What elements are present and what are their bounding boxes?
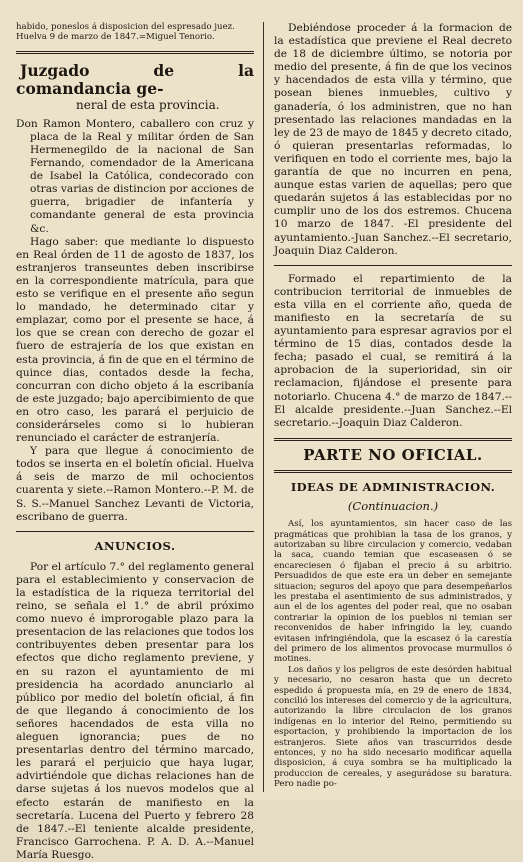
anuncio-para: Por el artículo 7.° del reglamento general para el establecimiento y conservacion de la estadística de la riqueza territorial del reino, se señala el 1.° de abril próximo como nuevo é improrogable plazo para la presentacion de las relaciones que todos los contribuyentes deben presentar para los efectos que dicho reglamento previene, y en su razon el ayuntamiento de mi presidencia ha acordado anunciarlo al público por medio del boletín oficial, á fin de que llegando á conocimiento de los señores hacendados de esta villa no aleguen ignorancia; pues de no presentarlas dentro del término marcado, les parará el perjuicio que haya lugar, advirtiéndole que dichas relaciones han de darse sujetas á los nuevos modelos que al efecto estarán de manifiesto en la secretaría. Lucena del Puerto y febrero 28 de 1847.--El teniente alcalde presidente, Francisco Garrochena. P. A. D. A.--Manuel María Ruesgo. bbox=[16, 560, 254, 861]
ideas-para-2: Los daños y los peligros de este desórden habitual y necesario, no cesaron hasta que un decreto espedido á propuesta mía, en 29 de enero de 1834, concilió los intereses del comercio y de la agricultura, autorizando la libre circulacion de los granos indígenas en lo interior del Reino, permitiendo su esportacion, y prohibiendo la importacion de los estranjeros. Siete años van trascurridos desde entonces, y no ha sido necesario modificar aquella disposicion, á cuya sombra se ha multiplicado la produccion de cereales, y asegurádose su baratura. Pero nadie po- bbox=[274, 664, 512, 790]
divider bbox=[274, 265, 512, 266]
ideas-para-1: Así, los ayuntamientos, sin hacer caso de las pragmáticas que prohibian la tasa de los granos, y autorizaban su libre circulacion y comercio, vedaban la saca, cuando temian que escaseasen ó se encareciesen ó fijaban el precio á su arbitrio. Persuadidos de que este era un deber en semejante situacion; seguros del apoyo que para desempeñarlos les prestaba el asentimiento de sus administrados, y aun el de los agentes del poder real, que no osaban contrariar la opinion de los pueblos ni temian ser reconvenidos de haber infringido la ley, cuando evitasen infringiéndola, que la escasez ó la carestía del primero de los alimentos provocase murmullos ó motines. bbox=[274, 519, 512, 665]
juzgado-heading: Juzgado de la comandancia ge- bbox=[16, 60, 254, 98]
right-column bbox=[274, 22, 512, 790]
intro-line-1: habido, poneslos á disposicion del espresado juez. bbox=[16, 22, 235, 32]
juzgado-subheading: neral de esta provincia. bbox=[76, 97, 220, 112]
divider bbox=[16, 51, 254, 54]
divider bbox=[274, 438, 512, 441]
chucena-para-2: Formado el repartimiento de la contribucion territorial de inmuebles de esta villa en el corriente año, queda de manifiesto en la secretaría de su ayuntamiento para espresar agravios por el término de 15 dias, contados desde la fecha; pasado el cual, se remitirá á la aprobacion de la superioridad, sin oir reclamacion, fijándose el presente para notoriarlo. Chucena 4.° de marzo de 1847.--El alcalde presidente.--Juan Sanchez.--El secretario.--Joaquin Diaz Calderon. bbox=[274, 272, 512, 429]
column-divider bbox=[263, 22, 264, 792]
divider bbox=[16, 531, 254, 532]
divider bbox=[274, 470, 512, 473]
chucena-para-1: Debiéndose proceder á la formacion de la estadística que previene el Real decreto de 18 de diciembre último, se notoria por medio del presente, á fin de que los vecinos y hacendados de esta villa y término, que posean bienes inmuebles, cultivo y ganadería, ó los administren, que no han presentado las relaciones mandadas en la ley de 23 de mayo de 1845 y decreto citado, ó quieran presentarlas reformadas, lo verifiquen en todo el corriente mes, bajo la garantía de que no incurren en pena, aunque estas varien de aquellas; pero que quedarán sujetos á las establecidas por no cumplir uno de los dos estremos. Chucena 10 marzo de 1847. -El presidente del ayuntamiento.-Juan Sanchez.--El secretario, Joaquin Diaz Calderon. bbox=[274, 22, 512, 257]
parte-no-oficial-heading: PARTE NO OFICIAL. bbox=[303, 445, 483, 464]
juzgado-para-2: Hago saber: que mediante lo dispuesto en Real órden de 11 de agosto de 1837, los estranjeros transeuntes deben inscribirse en la correspondiente matrícula, para que esto se verifique en el presente año segun lo mandado, he determinado citar y emplazar, como por el presente se hace, á los que se crean con derecho de gozar el fuero de estrajería de los que existan en esta provincia, á fin de que en el término de quince dias, contados desde la fecha, concurran con dicho objeto á la escribanía de este juzgado; bajo apercibimiento de que en otro caso, les parará el perjuicio de considerárseles como si lo hubieran renunciado el carácter de estranjería. bbox=[16, 235, 254, 445]
continuacion-label: (Continuacion.) bbox=[347, 499, 439, 513]
juzgado-para-3: Y para que llegue á conocimiento de todos se inserta en el boletín oficial. Huelva á seis de marzo de mil ochocientos cuarenta y siete.--Ramon Montero.--P. M. de S. S.--Manuel Sanchez Levanti de Victoria, escribano de guerra. bbox=[16, 445, 254, 523]
juzgado-para-1: Don Ramon Montero, caballero con cruz y placa de la Real y militar órden de San Hermenegildo de la nacional de San Fernando, comendador de la Americana de Isabel la Católica, condecorado con otras varias de distincion por acciones de guerra, brigadier de infantería y comandante general de esta provincia &c. bbox=[16, 117, 254, 235]
intro-line-2: Huelva 9 de marzo de 1847.=Miguel Tenorio. bbox=[16, 32, 215, 43]
left-column bbox=[16, 22, 254, 862]
ideas-heading: IDEAS DE ADMINISTRACION. bbox=[290, 479, 496, 494]
anuncios-heading: ANUNCIOS. bbox=[94, 538, 176, 553]
